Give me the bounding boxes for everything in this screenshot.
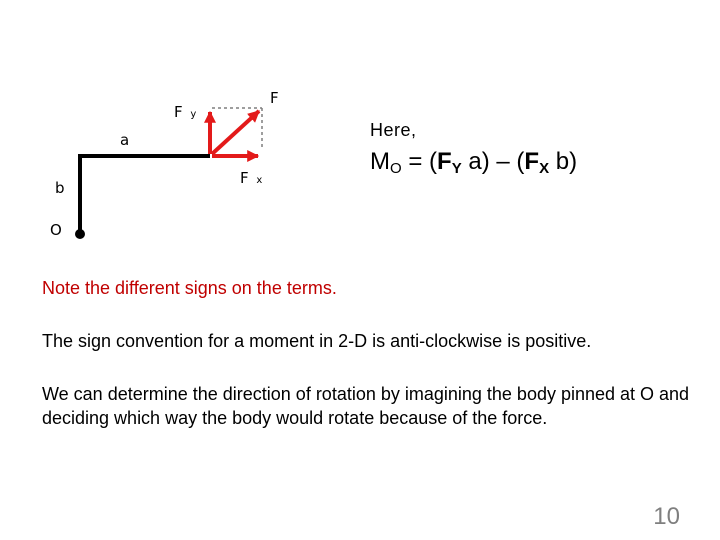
eq-fx: F xyxy=(524,148,540,175)
eq-fy: F xyxy=(437,148,452,175)
force-arrow xyxy=(212,111,259,154)
label-fy-letter: F xyxy=(174,103,183,121)
label-fy-sub: y xyxy=(190,109,197,120)
eq-lhs-sub: O xyxy=(390,160,402,177)
moment-diagram xyxy=(0,0,720,260)
label-b: b xyxy=(55,179,65,197)
sign-convention-text: The sign convention for a moment in 2-D is anti-clockwise is positive. xyxy=(42,331,592,351)
rotation-text: We can determine the direction of rotation by imagining the body pinned at O and deciding which way the body would rotate because of the force. xyxy=(42,384,690,428)
pivot-point-o xyxy=(75,229,85,239)
moment-equation xyxy=(370,148,577,177)
page-number: 10 xyxy=(653,503,680,530)
here-label: Here, xyxy=(370,120,417,140)
label-fx-sub: x xyxy=(256,175,263,186)
note-text: Note the different signs on the terms. xyxy=(42,278,337,298)
label-fx xyxy=(240,169,262,187)
eq-fx-sub: X xyxy=(539,160,550,177)
label-fx-letter: F xyxy=(240,169,249,187)
eq-end: b) xyxy=(549,148,578,175)
label-a: a xyxy=(120,131,130,149)
eq-mid: a) – ( xyxy=(461,148,525,175)
label-f: F xyxy=(270,89,279,107)
eq-fy-sub: Y xyxy=(451,160,462,177)
eq-open: = ( xyxy=(401,148,438,175)
label-fy xyxy=(174,103,196,121)
label-o: O xyxy=(50,221,62,239)
eq-lhs: M xyxy=(370,148,390,175)
body-beam xyxy=(80,156,210,234)
